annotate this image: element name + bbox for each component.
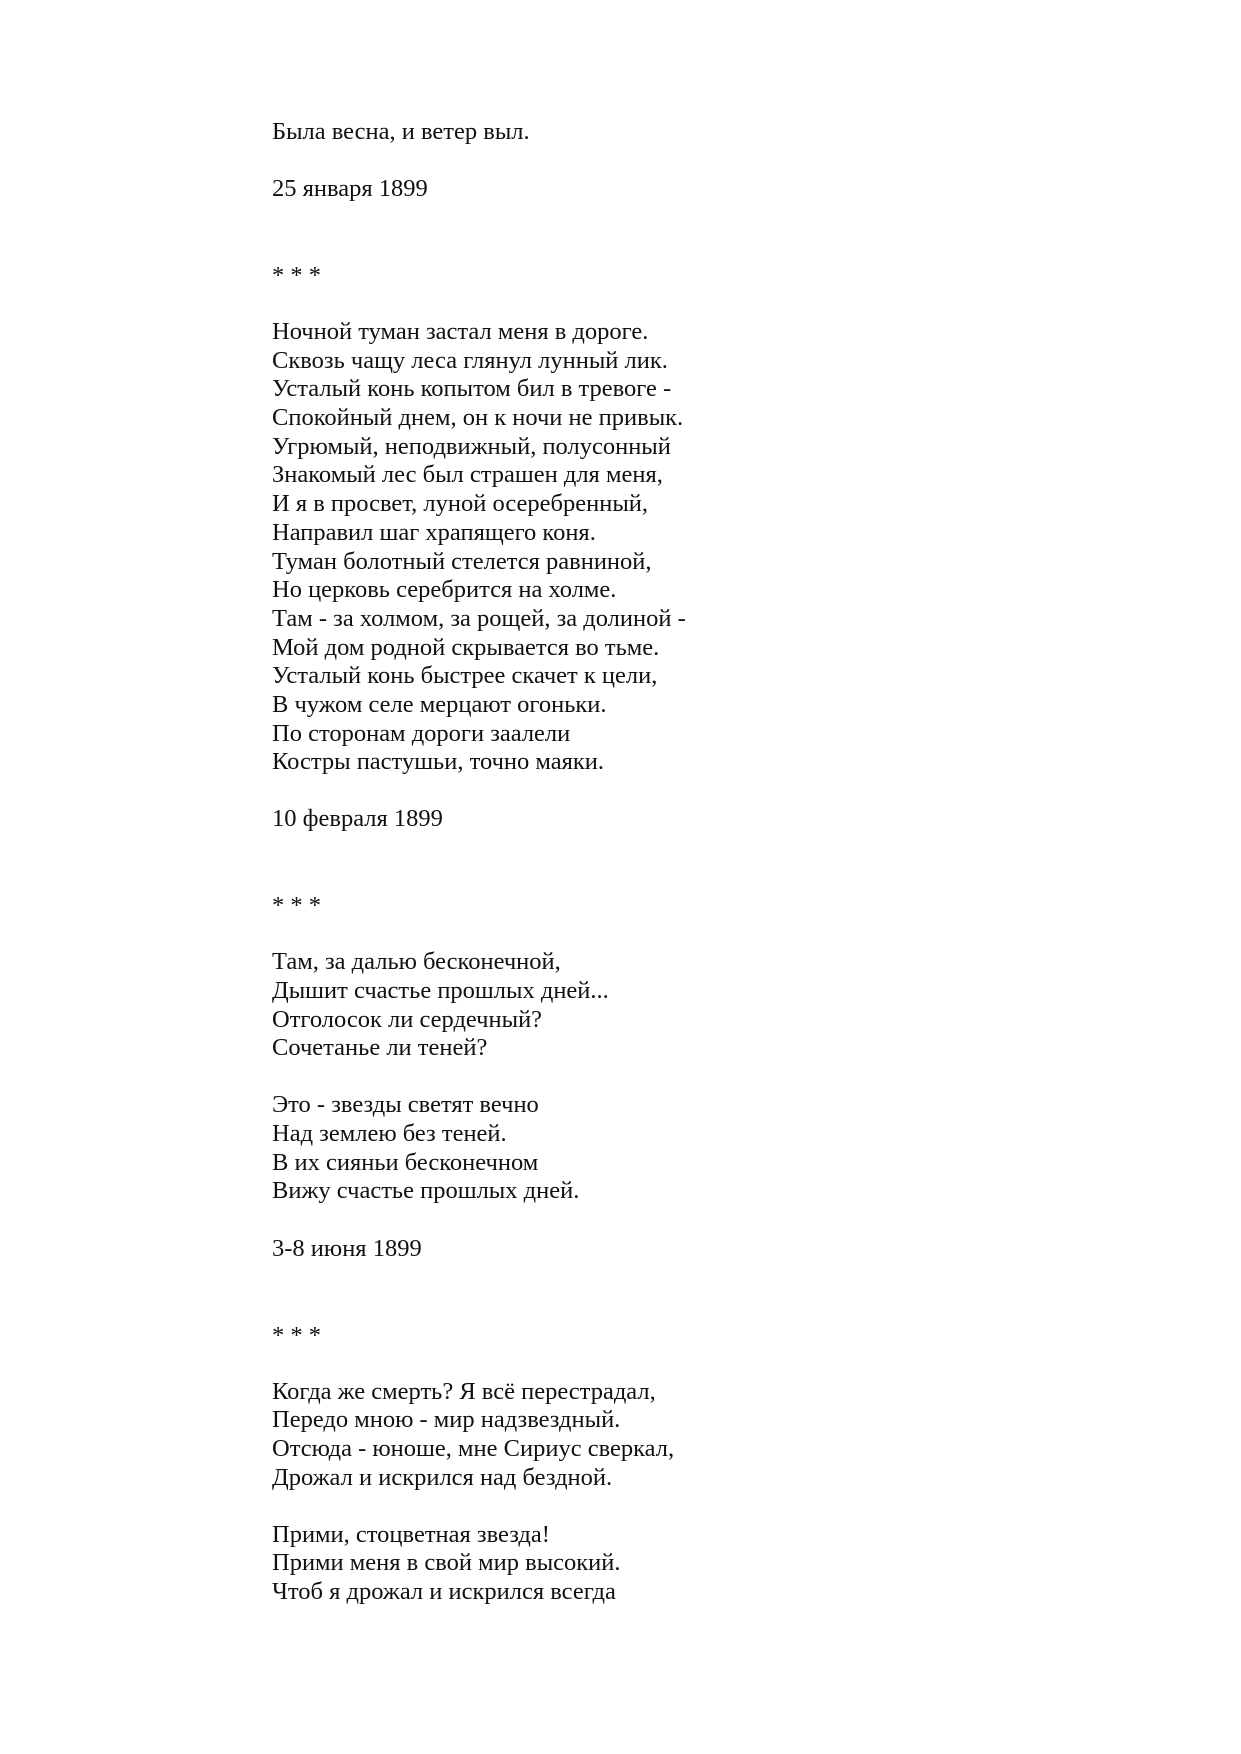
poem-line: Отголосок ли сердечный? — [272, 1006, 543, 1033]
poem-line: Усталый конь быстрее скачет к цели, — [272, 662, 658, 689]
poem-line: Это - звезды светят вечно — [272, 1091, 539, 1118]
poem-line: Направил шаг храпящего коня. — [272, 519, 596, 546]
poem-line: В их сияньи бесконечном — [272, 1149, 539, 1176]
poem-line: Чтоб я дрожал и искрился всегда — [272, 1578, 616, 1605]
poem-line: Угрюмый, неподвижный, полусонный — [272, 433, 671, 460]
poem-line: Там, за далью бесконечной, — [272, 948, 561, 975]
poem-line: По сторонам дороги заалели — [272, 720, 571, 747]
poem-line: Сочетанье ли теней? — [272, 1034, 488, 1061]
poem-line: Была весна, и ветер выл. — [272, 118, 530, 145]
poem-line: И я в просвет, луной осеребренный, — [272, 490, 649, 517]
poem-line: Вижу счастье прошлых дней. — [272, 1177, 580, 1204]
section-separator: * * * — [272, 1322, 321, 1349]
section-separator: * * * — [272, 892, 321, 919]
poem-date: 25 января 1899 — [272, 175, 428, 202]
poem-line: Там - за холмом, за рощей, за долиной - — [272, 605, 686, 632]
poem-line: Прими меня в свой мир высокий. — [272, 1549, 621, 1576]
poem-line: Костры пастушьи, точно маяки. — [272, 748, 605, 775]
poem-line: Сквозь чащу леса глянул лунный лик. — [272, 347, 668, 374]
poem-date: 3-8 июня 1899 — [272, 1235, 422, 1262]
poem-line: Мой дом родной скрывается во тьме. — [272, 634, 660, 661]
poem-line: В чужом селе мерцают огоньки. — [272, 691, 607, 718]
poem-line: Ночной туман застал меня в дороге. — [272, 318, 649, 345]
poem-line: Но церковь серебрится на холме. — [272, 576, 617, 603]
poem-line: Туман болотный стелется равниной, — [272, 548, 652, 575]
poem-line: Над землею без теней. — [272, 1120, 507, 1147]
poem-line: Когда же смерть? Я всё перестрадал, — [272, 1378, 656, 1405]
poem-line: Передо мною - мир надзвездный. — [272, 1406, 621, 1433]
poem-line: Дрожал и искрился над бездной. — [272, 1464, 613, 1491]
poem-line: Дышит счастье прошлых дней... — [272, 977, 609, 1004]
poem-line: Усталый конь копытом бил в тревоге - — [272, 375, 672, 402]
poem-date: 10 февраля 1899 — [272, 805, 443, 832]
section-separator: * * * — [272, 262, 321, 289]
poem-line: Спокойный днем, он к ночи не привык. — [272, 404, 684, 431]
poem-line: Отсюда - юноше, мне Сириус сверкал, — [272, 1435, 675, 1462]
poem-line: Знакомый лес был страшен для меня, — [272, 461, 663, 488]
poem-line: Прими, стоцветная звезда! — [272, 1521, 550, 1548]
